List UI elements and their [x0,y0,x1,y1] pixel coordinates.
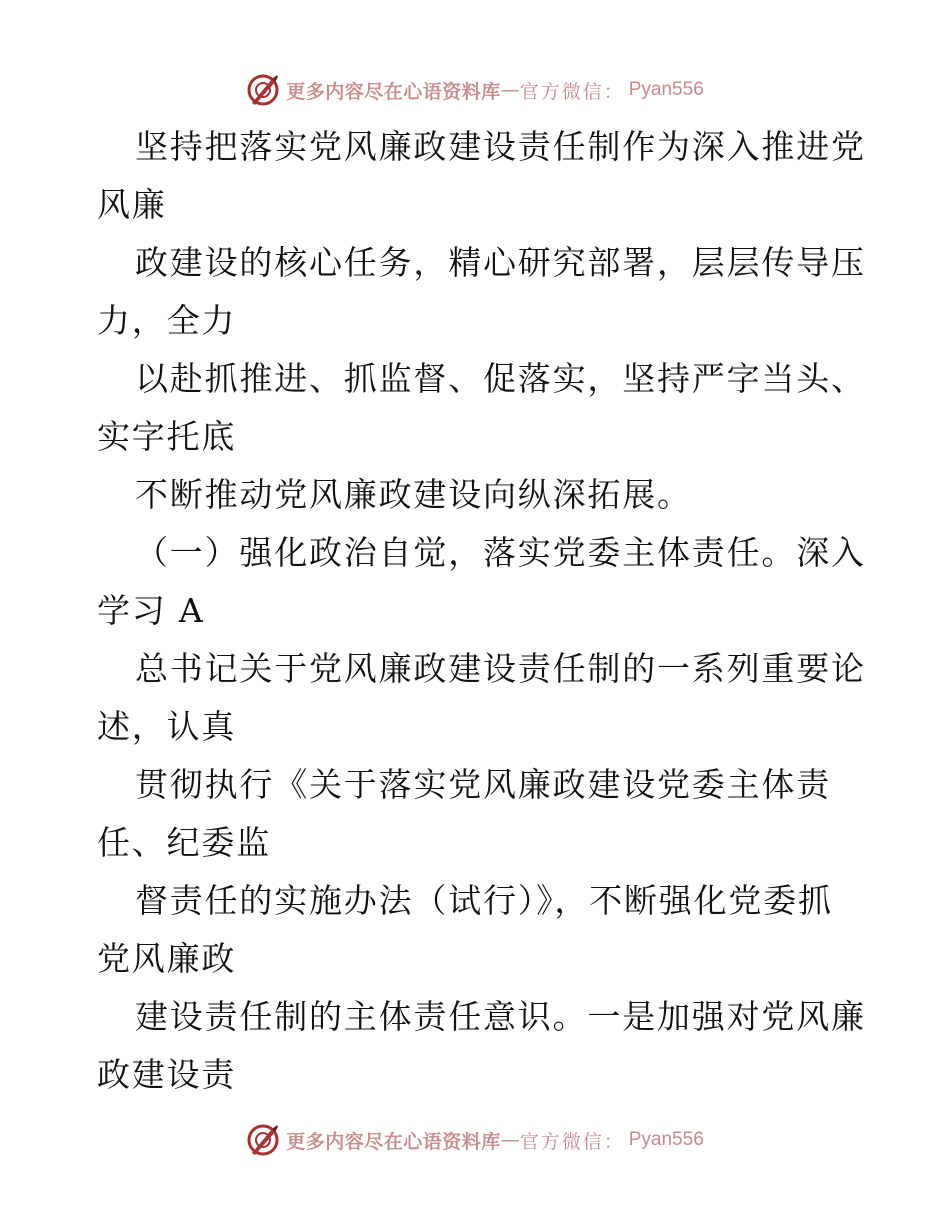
text-line: 述，认真 [97,707,237,746]
banner-wechat-id: Pyan556 [628,1129,704,1150]
document-body [97,118,866,1104]
text-line: 风廉 [97,185,167,224]
text-line: 政建设责 [97,1055,237,1094]
text-line: 政建设的核心任务，精心研究部署，层层传导压 [135,243,866,282]
banner-wechat-id: Pyan556 [628,79,704,100]
text-line: 督责任的实施办法（试行）》，不断强化党委抓 [135,881,833,920]
text-line: 不断推动党风廉政建设向纵深拓展。 [135,475,692,514]
text-line: （一）强化政治自觉，落实党委主体责任。深入 [135,533,866,572]
banner-separator: — [500,1129,520,1151]
text-line: 坚持把落实党风廉政建设责任制作为深入推进党 [135,127,866,166]
header-watermark-banner [0,70,950,110]
text-line: 党风廉政 [97,939,237,978]
footer-watermark-banner [0,1120,950,1160]
text-line: 力，全力 [97,301,237,340]
pen-logo-icon [246,73,280,107]
banner-wechat-label: 官方微信： [519,80,625,103]
pen-logo-icon [246,1123,280,1157]
text-line: 实字托底 [97,417,237,456]
text-line: 以赴抓推进、抓监督、促落实，坚持严字当头、 [135,359,866,398]
text-line: 任、纪委监 [97,823,271,862]
banner-site-name: 更多内容尽在心语资料库 [286,80,501,103]
banner-separator: — [500,79,520,101]
text-line: 学习 A [97,591,205,630]
banner-wechat-label: 官方微信： [519,1130,625,1153]
text-line: 总书记关于党风廉政建设责任制的一系列重要论 [135,649,866,688]
banner-site-name: 更多内容尽在心语资料库 [286,1130,501,1153]
text-line: 贯彻执行《关于落实党风廉政建设党委主体责 [135,765,831,804]
text-line: 建设责任制的主体责任意识。一是加强对党风廉 [135,997,866,1036]
